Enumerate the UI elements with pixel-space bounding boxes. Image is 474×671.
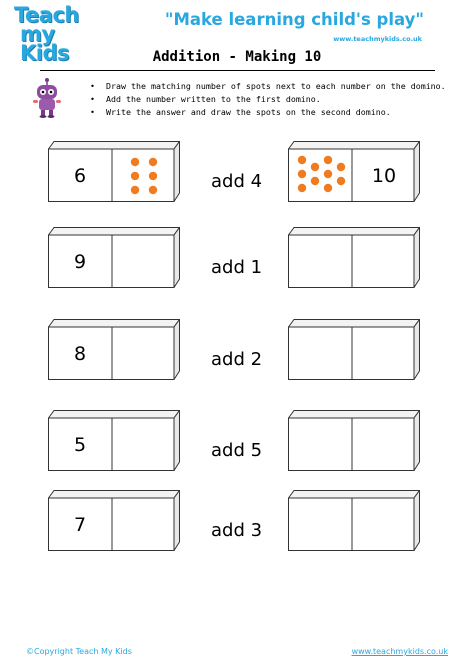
operation-label: add 3 (211, 520, 263, 541)
answer-spots-half[interactable] (288, 235, 352, 288)
number-half (48, 235, 112, 288)
instruction-item: • Draw the matching number of spots next to each number on the domino. (90, 80, 446, 93)
title-underline (40, 70, 435, 71)
spot-dot (324, 169, 332, 177)
spot-dot (298, 183, 306, 191)
first-domino[interactable] (48, 141, 180, 202)
answer-spots-half[interactable] (288, 498, 352, 551)
first-number: 5 (73, 433, 87, 456)
spot-dot (149, 185, 157, 193)
page-title: Addition - Making 10 (152, 49, 322, 65)
answer-domino[interactable] (288, 319, 420, 380)
slogan: "Make learning child's play" (164, 10, 424, 29)
number-half (48, 327, 112, 380)
answer-domino[interactable] (288, 490, 420, 551)
answer-domino[interactable] (288, 141, 420, 202)
instruction-item: • Write the answer and draw the spots on the second domino. (90, 106, 446, 119)
spot-dot (298, 155, 306, 163)
website-link-footer[interactable]: www.teachmykids.co.uk (351, 647, 448, 656)
exercise-row (0, 490, 474, 560)
spot-dot (131, 171, 139, 179)
instruction-item: • Add the number written to the first domino. (90, 93, 446, 106)
answer-spots-half[interactable] (288, 418, 352, 471)
spot-dot (131, 157, 139, 165)
spots-half[interactable] (112, 149, 176, 202)
spot-dot (311, 176, 319, 184)
first-number: 9 (73, 250, 87, 273)
operation-label: add 1 (211, 257, 263, 278)
answer-spots-half[interactable] (288, 149, 352, 202)
exercise-row (0, 410, 474, 480)
logo-text-line-2: my Kids (20, 22, 70, 65)
answer-domino[interactable] (288, 410, 420, 471)
spot-dot (324, 155, 332, 163)
operation-label: add 2 (211, 349, 263, 370)
spot-dot (149, 157, 157, 165)
website-link-top[interactable]: www.teachmykids.co.uk (333, 35, 422, 43)
answer-domino[interactable] (288, 227, 420, 288)
first-domino[interactable] (48, 490, 180, 551)
number-half (48, 149, 112, 202)
number-half (48, 498, 112, 551)
first-number: 6 (73, 164, 87, 187)
spot-dot (131, 185, 139, 193)
spot-dot (337, 176, 345, 184)
answer-number-half[interactable] (352, 498, 416, 551)
exercise-row (0, 141, 474, 211)
spots-half[interactable] (112, 498, 176, 551)
spot-dot (311, 162, 319, 170)
first-domino[interactable] (48, 227, 180, 288)
answer-number-half[interactable] (352, 327, 416, 380)
teach-my-kids-logo (14, 3, 104, 65)
answer-number-half[interactable] (352, 235, 416, 288)
spots-half[interactable] (112, 418, 176, 471)
spot-dot (149, 171, 157, 179)
first-number: 8 (73, 342, 87, 365)
operation-label: add 4 (211, 171, 263, 192)
domino-spots (116, 152, 172, 200)
spots-half[interactable] (112, 235, 176, 288)
answer-number-half[interactable] (352, 418, 416, 471)
number-half (48, 418, 112, 471)
spot-dot (337, 162, 345, 170)
spots-half[interactable] (112, 327, 176, 380)
exercise-row (0, 227, 474, 297)
logo-text-line-1: Teach (14, 3, 79, 27)
robot-mascot-icon (30, 78, 64, 118)
answer-spots-half[interactable] (288, 327, 352, 380)
spot-dot (324, 183, 332, 191)
answer-number: 10 (371, 164, 397, 187)
first-domino[interactable] (48, 410, 180, 471)
operation-label: add 5 (211, 440, 263, 461)
answer-number-half[interactable] (352, 149, 416, 202)
exercise-row (0, 319, 474, 389)
first-number: 7 (73, 513, 87, 536)
copyright-text: ©Copyright Teach My Kids (26, 647, 132, 656)
instructions-list (90, 80, 446, 119)
domino-spots (292, 152, 348, 200)
spot-dot (298, 169, 306, 177)
first-domino[interactable] (48, 319, 180, 380)
